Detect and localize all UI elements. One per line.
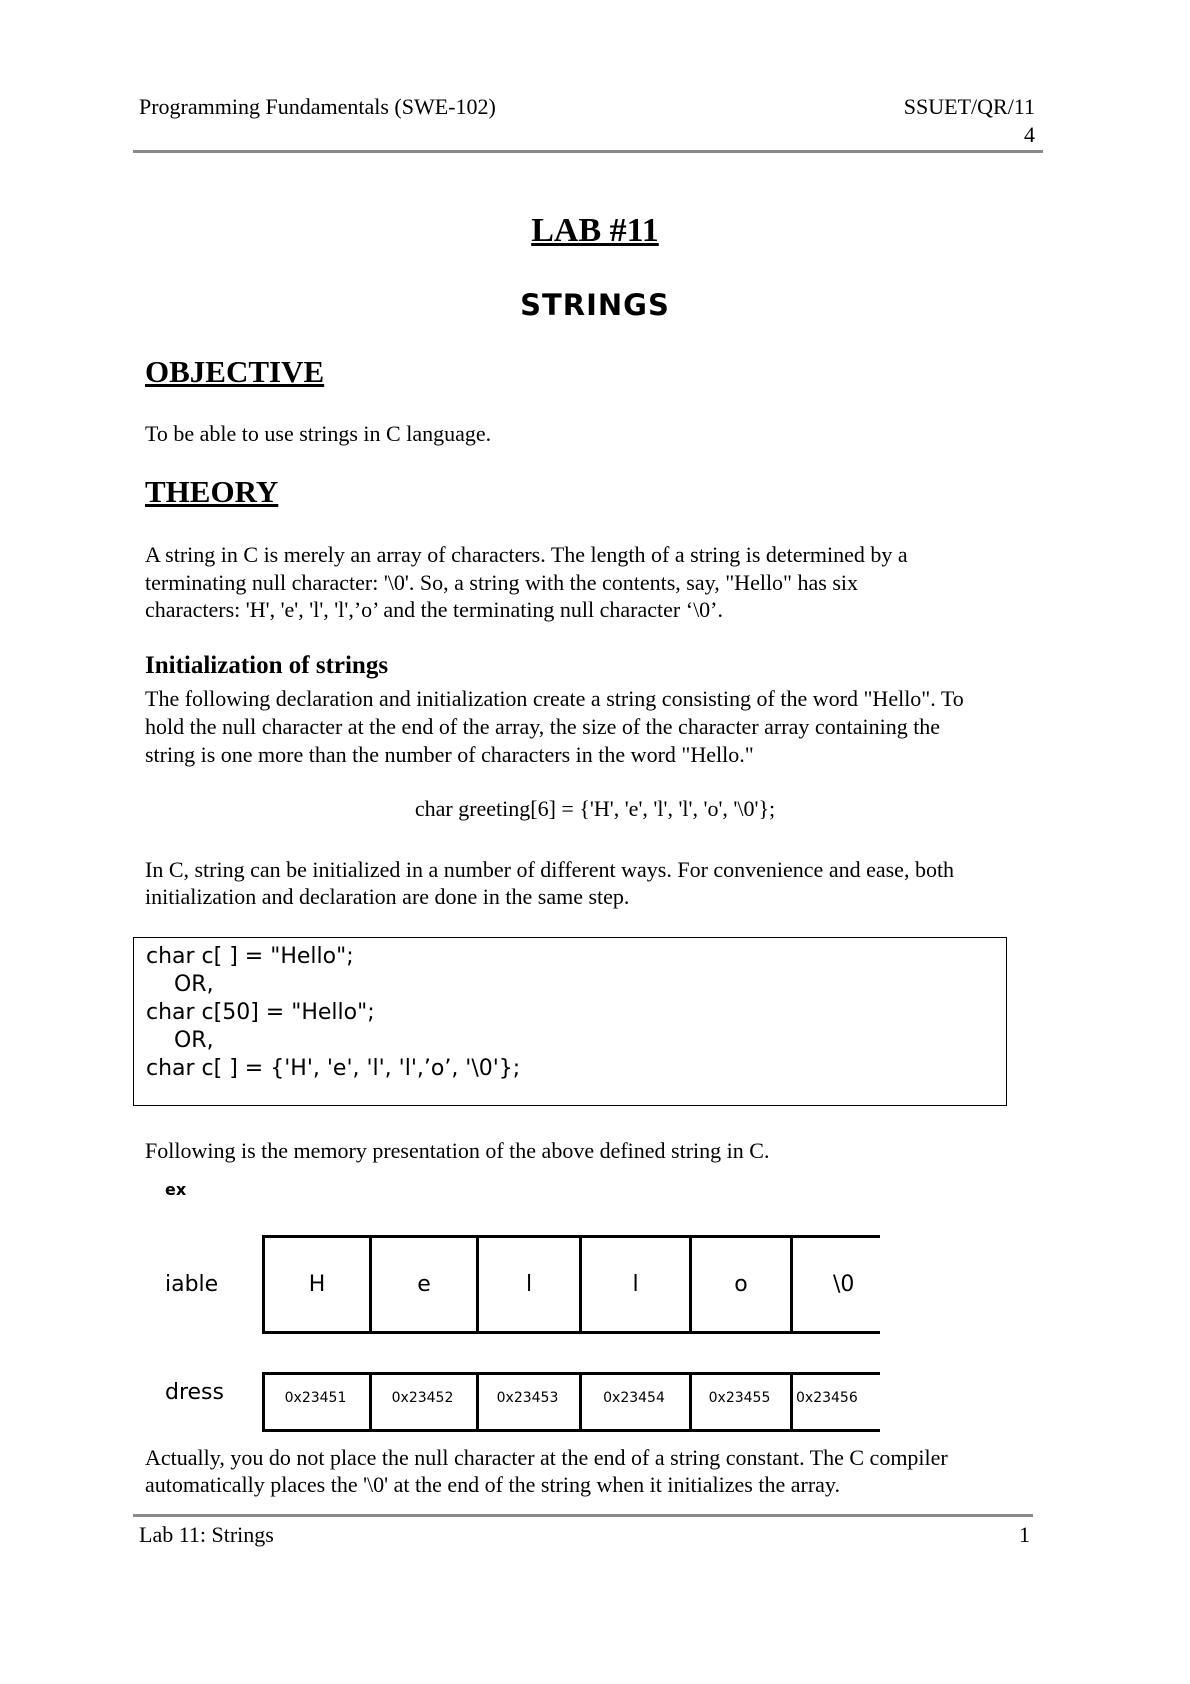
code-line-4: OR, (146, 1028, 214, 1053)
objective-heading: OBJECTIVE (145, 354, 325, 389)
theory-line-3: characters: 'H', 'e', 'l', 'l',’o’ and the terminating null character ‘\0’. (145, 597, 724, 622)
header-page-number: 4 (1024, 122, 1035, 147)
objective-text: To be able to use strings in C language. (145, 421, 492, 446)
address-label-2: 0x23452 (391, 1390, 454, 1406)
code-line-2: OR, (146, 972, 214, 997)
address-label-4: 0x23454 (603, 1390, 665, 1406)
address-label-6: 0x23456 (796, 1390, 858, 1406)
address-label-5: 0x23455 (708, 1390, 771, 1406)
theory-line-2: terminating null character: '\0'. So, a string with the contents, say, "Hello" has six (145, 570, 859, 595)
closing-line-1: Actually, you do not place the null character at the end of a string constant. The C compiler (145, 1445, 948, 1470)
topic-title: STRINGS (520, 288, 670, 322)
header-code: SSUET/QR/11 (903, 94, 1035, 119)
init-line-2: hold the null character at the end of the array, the size of the character array containing the (145, 714, 941, 739)
init-line-1: The following declaration and initialization create a string consisting of the word "Hello". To (145, 686, 964, 711)
memory-diagram (145, 1180, 870, 1412)
code-line-1: char c[ ] = "Hello"; (146, 944, 354, 969)
header-course: Programming Fundamentals (SWE-102) (139, 94, 496, 119)
memory-cell-l1: l (476, 1235, 579, 1334)
diagram-variable-label: iable (165, 1272, 219, 1297)
closing-line-2: automatically places the '\0' at the end of the string when it initializes the array. (145, 1472, 840, 1497)
code-box (133, 937, 1007, 1106)
diagram-top-label: ex (165, 1180, 187, 1199)
footer-page-number: 1 (1019, 1522, 1030, 1547)
theory-line-1: A string in C is merely an array of characters. The length of a string is determined by a (145, 542, 908, 567)
footer-left: Lab 11: Strings (139, 1522, 274, 1547)
address-label-1: 0x23451 (284, 1390, 347, 1406)
init-heading: Initialization of strings (145, 652, 389, 679)
memory-cell-e: e (369, 1235, 476, 1334)
theory-heading: THEORY (145, 474, 279, 509)
address-label-3: 0x23453 (496, 1390, 559, 1406)
lab-title: LAB #11 (531, 212, 659, 249)
diagram-address-label: dress (165, 1380, 224, 1405)
footer-rule (133, 1514, 1033, 1517)
memory-intro: Following is the memory presentation of the above defined string in C. (145, 1138, 770, 1163)
init-para2-line-2: initialization and declaration are done in the same step. (145, 884, 630, 909)
memory-cell-o: o (689, 1235, 790, 1334)
code-line-3: char c[50] = "Hello"; (146, 1000, 375, 1025)
header-rule (133, 150, 1043, 153)
memory-cell-h: H (262, 1235, 369, 1334)
code-line-5: char c[ ] = {'H', 'e', 'l', 'l',’o’, '\0'}; (146, 1056, 521, 1081)
memory-cell-null: \0 (790, 1235, 880, 1334)
init-para2-line-1: In C, string can be initialized in a number of different ways. For convenience and ease, both (145, 857, 955, 882)
init-line-3: string is one more than the number of characters in the word "Hello." (145, 742, 754, 767)
init-example: char greeting[6] = {'H', 'e', 'l', 'l', 'o', '\0'}; (414, 796, 776, 821)
memory-cell-l2: l (579, 1235, 689, 1334)
